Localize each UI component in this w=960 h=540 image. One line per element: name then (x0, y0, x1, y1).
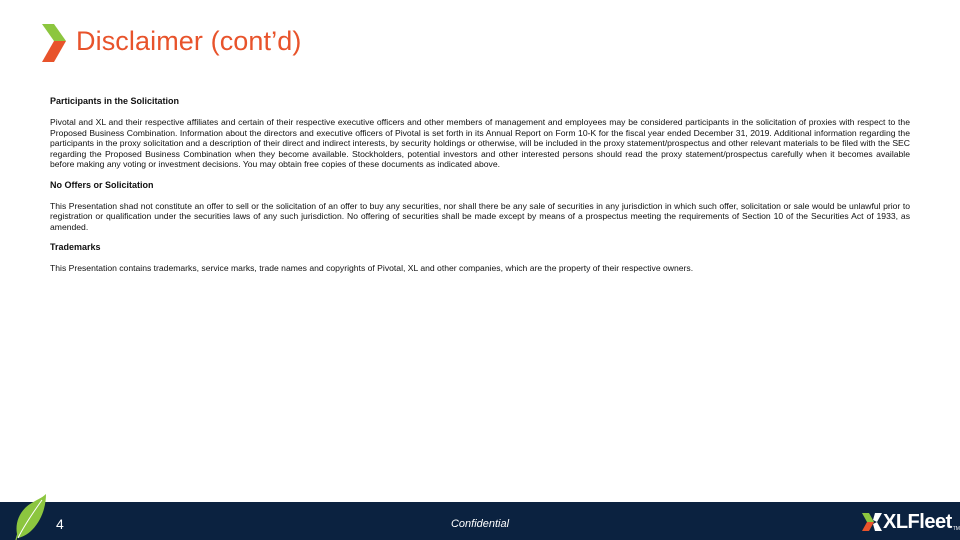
xl-mark-icon (862, 513, 882, 531)
logo-trademark: TM (952, 526, 960, 532)
section-no-offers (50, 180, 910, 233)
section-body: Pivotal and XL and their respective affiliates and certain of their respective executive officers and other members of management and employees may be considered participants in the solicitation of proxies with respect to the Proposed Business Combination. Information about the directors and executive officers of Pivotal is set forth in its Annual Report on Form 10-K for the fiscal year ended December 31, 2019. Additional information regarding the participants in the proxy solicitation and a description of their direct and indirect interests, by security holdings or otherwise, will be included in the proxy statement/prospectus and other relevant materials to be filed with the SEC regarding the Proposed Business Combination when they become available. Stockholders, potential investors and other interested persons should read the proxy statement/prospectus carefully when it becomes available before making any voting or investment decisions. You may obtain free copies of these documents as indicated above. (50, 117, 910, 169)
section-heading: No Offers or Solicitation (50, 179, 154, 190)
section-heading: Participants in the Solicitation (50, 96, 180, 106)
section-trademarks (50, 242, 910, 274)
confidential-label: Confidential (450, 518, 510, 530)
section-body: This Presentation contains trademarks, service marks, trade names and copyrights of Pivotal, XL and other companies, which are the property of their respective owners. (50, 263, 694, 273)
disclaimer-content (50, 96, 910, 284)
chevron-icon (42, 24, 72, 62)
section-participants (50, 96, 910, 170)
section-heading: Trademarks (50, 242, 101, 252)
section-body: This Presentation shad not constitute an offer to sell or the solicitation of an offer to buy any securities, nor shall there be any sale of securities in any jurisdiction in which such offer, solicitation or sale would be unlawful prior to registration or qualification under the securities laws of any such jurisdiction. No offering of securities shall be made except by means of a prospectus meeting the requirements of Section 10 of the Securities Act of 1933, as amended. (50, 200, 910, 232)
page-title: Disclaimer (cont’d) (76, 26, 302, 56)
logo-text: XLFleet (883, 511, 952, 533)
leaf-icon (12, 492, 48, 540)
page-number: 4 (56, 516, 64, 532)
xlfleet-logo (862, 512, 960, 532)
